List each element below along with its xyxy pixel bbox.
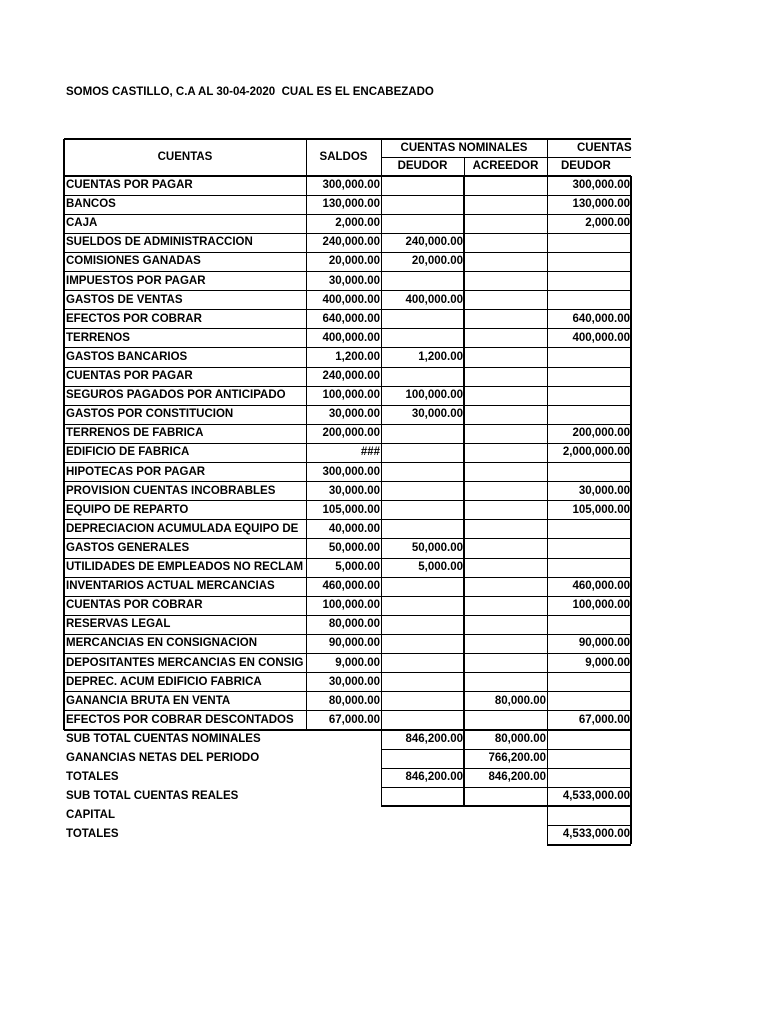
summary-nominal-deudor: 846,200.00: [405, 771, 463, 784]
grid-line: [306, 176, 307, 730]
row-nominal-deudor: 1,200.00: [418, 350, 463, 363]
body-left-border: [63, 176, 65, 730]
row-nominal-deudor: [381, 654, 464, 673]
row-real-deudor: 9,000.00: [585, 656, 630, 669]
row-nominal-acreedor: [464, 424, 547, 443]
row-nominal-deudor: [381, 424, 464, 443]
row-saldo: 67,000.00: [328, 713, 380, 726]
row-cuenta: PROVISION CUENTAS INCOBRABLES: [66, 484, 276, 497]
row-real-deudor: 100,000.00: [572, 599, 630, 612]
row-cuenta: INVENTARIOS ACTUAL MERCANCIAS: [66, 580, 275, 593]
summary-nominal-deudor: [381, 749, 464, 768]
summary-nominal-acreedor: 766,200.00: [488, 752, 546, 764]
row-nominal-acreedor: [464, 520, 547, 539]
row-cuenta: IMPUESTOS POR PAGAR: [66, 274, 206, 287]
row-real-deudor: [547, 291, 631, 310]
row-cuenta: DEPRECIACION ACUMULADA EQUIPO DE: [66, 522, 299, 535]
header-nominales-deudor: DEUDOR: [397, 160, 448, 172]
row-cuenta: TERRENOS: [66, 331, 130, 344]
row-real-deudor: 105,000.00: [572, 503, 630, 516]
row-saldo: 30,000.00: [328, 484, 380, 497]
summary-real-deudor: [547, 749, 631, 768]
row-nominal-deudor: [381, 482, 464, 501]
row-nominal-deudor: 240,000.00: [405, 236, 463, 249]
grid-line: [463, 787, 465, 806]
row-real-deudor: [547, 348, 631, 367]
row-cuenta: BANCOS: [66, 198, 116, 211]
grid-line: [464, 157, 465, 176]
summary-nominal-deudor: [381, 806, 464, 825]
row-nominal-acreedor: [464, 673, 547, 692]
grid-line: [463, 749, 465, 768]
row-real-deudor: [547, 233, 631, 252]
row-saldo: 20,000.00: [328, 255, 380, 268]
row-real-deudor: [547, 692, 631, 711]
row-saldo: 640,000.00: [322, 312, 380, 325]
row-real-deudor: 130,000.00: [572, 198, 630, 211]
row-real-deudor: 640,000.00: [572, 312, 630, 325]
row-cuenta: MERCANCIAS EN CONSIGNACION: [66, 637, 258, 650]
row-cuenta: GASTOS POR CONSTITUCION: [66, 408, 234, 421]
summary-nominal-deudor: [381, 787, 464, 806]
row-cuenta: DEPOSITANTES MERCANCIAS EN CONSIG: [66, 656, 304, 669]
grid-line: [547, 749, 548, 768]
row-real-deudor: [547, 463, 631, 482]
row-saldo: 2,000.00: [335, 217, 380, 230]
row-cuenta: CUENTAS POR PAGAR: [66, 179, 193, 191]
row-saldo: 100,000.00: [322, 599, 380, 612]
header-saldos: SALDOS: [319, 151, 368, 163]
summary-real-deudor: [547, 768, 631, 787]
row-cuenta: CUENTAS POR COBRAR: [66, 599, 203, 612]
row-real-deudor: 200,000.00: [572, 427, 630, 440]
row-nominal-acreedor: [464, 252, 547, 271]
row-nominal-deudor: [381, 692, 464, 711]
row-cuenta: HIPOTECAS POR PAGAR: [66, 465, 206, 478]
summary-label: SUB TOTAL CUENTAS REALES: [66, 790, 239, 803]
row-real-deudor: 90,000.00: [578, 637, 630, 650]
row-saldo: 9,000.00: [335, 656, 380, 669]
grid-line: [547, 730, 548, 749]
row-nominal-acreedor: [464, 329, 547, 348]
row-cuenta: SEGUROS PAGADOS POR ANTICIPADO: [66, 389, 286, 402]
summary-label: SUB TOTAL CUENTAS NOMINALES: [66, 732, 261, 745]
row-nominal-deudor: [381, 272, 464, 291]
grid-line: [630, 749, 632, 768]
row-nominal-acreedor: [464, 654, 547, 673]
row-cuenta: COMISIONES GANADAS: [66, 255, 201, 268]
row-nominal-acreedor: [464, 482, 547, 501]
row-nominal-deudor: [381, 577, 464, 596]
grid-line: [381, 787, 382, 806]
row-nominal-acreedor: [464, 501, 547, 520]
grid-line: [463, 768, 465, 787]
row-saldo: ###: [360, 446, 380, 459]
summary-label: TOTALES: [66, 771, 119, 784]
row-cuenta: GASTOS BANCARIOS: [66, 350, 188, 363]
row-real-deudor: 2,000,000.00: [562, 446, 630, 459]
row-saldo: 240,000.00: [322, 370, 380, 382]
row-nominal-acreedor: 80,000.00: [494, 694, 546, 707]
row-real-deudor: [547, 386, 631, 405]
row-saldo: 460,000.00: [322, 580, 380, 593]
row-real-deudor: [547, 520, 631, 539]
row-cuenta: CUENTAS POR PAGAR: [66, 370, 193, 382]
row-nominal-deudor: [381, 615, 464, 634]
grid-line: [381, 768, 382, 787]
row-nominal-deudor: [381, 367, 464, 386]
row-real-deudor: [547, 252, 631, 271]
summary-label: GANANCIAS NETAS DEL PERIODO: [66, 752, 260, 764]
header-reales-deudor: DEUDOR: [561, 160, 611, 172]
row-nominal-deudor: [381, 443, 464, 462]
row-nominal-acreedor: [464, 176, 547, 195]
row-nominal-deudor: 20,000.00: [411, 255, 463, 268]
row-saldo: 400,000.00: [322, 293, 380, 306]
row-real-deudor: [547, 558, 631, 577]
row-saldo: 50,000.00: [328, 541, 380, 554]
grid-line: [463, 730, 465, 749]
grid-line: [547, 825, 548, 844]
row-real-deudor: [547, 539, 631, 558]
row-nominal-acreedor: [464, 214, 547, 233]
row-cuenta: GANANCIA BRUTA EN VENTA: [66, 694, 231, 707]
row-saldo: 30,000.00: [328, 408, 380, 421]
row-cuenta: GASTOS GENERALES: [66, 541, 190, 554]
row-saldo: 30,000.00: [328, 274, 380, 287]
row-nominal-deudor: [381, 711, 464, 730]
row-nominal-deudor: [381, 310, 464, 329]
row-saldo: 80,000.00: [328, 618, 380, 631]
row-cuenta: EQUIPO DE REPARTO: [66, 503, 189, 516]
row-cuenta: SUELDOS DE ADMINISTRACCION: [66, 236, 253, 249]
grid-line: [381, 176, 382, 730]
body-right-border: [630, 176, 632, 730]
grid-line: [630, 806, 632, 825]
row-nominal-deudor: [381, 214, 464, 233]
row-saldo: 240,000.00: [322, 236, 380, 249]
grid-line: [381, 730, 382, 749]
row-nominal-deudor: [381, 501, 464, 520]
row-nominal-deudor: [381, 463, 464, 482]
row-nominal-deudor: 400,000.00: [405, 293, 463, 306]
row-saldo: 5,000.00: [335, 561, 380, 573]
grid-line: [547, 139, 548, 176]
header-cuentas-nominales: CUENTAS NOMINALES: [400, 142, 528, 154]
row-cuenta: UTILIDADES DE EMPLEADOS NO RECLAM: [66, 561, 304, 573]
summary-nominal-acreedor: 846,200.00: [488, 771, 546, 784]
row-nominal-deudor: [381, 673, 464, 692]
grid-line: [630, 768, 632, 787]
summary-label: TOTALES: [66, 828, 119, 841]
row-real-deudor: 400,000.00: [572, 331, 630, 344]
body-thick-divider: [463, 176, 465, 730]
grid-line: [630, 787, 632, 806]
grid-line: [630, 825, 632, 844]
summary-real-deudor: 4,533,000.00: [562, 828, 630, 841]
row-saldo: 40,000.00: [328, 522, 380, 535]
row-real-deudor: [547, 673, 631, 692]
row-nominal-deudor: [381, 176, 464, 195]
row-cuenta: RESERVAS LEGAL: [66, 618, 171, 631]
row-saldo: 400,000.00: [322, 331, 380, 344]
row-saldo: 300,000.00: [322, 465, 380, 478]
row-nominal-acreedor: [464, 615, 547, 634]
header-mid-border: [381, 157, 631, 158]
row-saldo: 105,000.00: [322, 503, 380, 516]
row-nominal-acreedor: [464, 367, 547, 386]
row-cuenta: GASTOS DE VENTAS: [66, 293, 183, 306]
row-nominal-deudor: [381, 195, 464, 214]
row-real-deudor: 300,000.00: [572, 179, 630, 191]
header-cuentas: CUENTAS: [157, 151, 213, 163]
row-saldo: 100,000.00: [322, 389, 380, 402]
row-cuenta: TERRENOS DE FABRICA: [66, 427, 204, 440]
grid-line: [547, 176, 548, 730]
row-real-deudor: [547, 367, 631, 386]
grid-line: [381, 139, 382, 176]
grid-line: [381, 749, 382, 768]
row-saldo: 300,000.00: [322, 179, 380, 191]
row-nominal-acreedor: [464, 596, 547, 615]
row-saldo: 200,000.00: [322, 427, 380, 440]
row-nominal-acreedor: [464, 558, 547, 577]
row-real-deudor: 67,000.00: [578, 713, 630, 726]
summary-label: CAPITAL: [66, 809, 115, 822]
grid-line: [547, 844, 631, 846]
grid-line: [63, 139, 65, 176]
row-cuenta: DEPREC. ACUM EDIFICIO FABRICA: [66, 675, 262, 688]
row-nominal-deudor: 5,000.00: [418, 561, 463, 573]
summary-nominal-deudor: 846,200.00: [405, 732, 463, 745]
row-real-deudor: [547, 405, 631, 424]
row-nominal-deudor: [381, 329, 464, 348]
row-nominal-acreedor: [464, 405, 547, 424]
summary-nominal-deudor: [381, 825, 464, 844]
row-nominal-acreedor: [464, 443, 547, 462]
row-nominal-deudor: [381, 634, 464, 653]
row-cuenta: EDIFICIO DE FABRICA: [66, 446, 190, 459]
row-nominal-acreedor: [464, 233, 547, 252]
grid-line: [306, 139, 307, 176]
header-nominales-acreedor: ACREEDOR: [472, 160, 539, 172]
row-nominal-acreedor: [464, 310, 547, 329]
row-saldo: 90,000.00: [328, 637, 380, 650]
row-nominal-acreedor: [464, 539, 547, 558]
row-nominal-acreedor: [464, 348, 547, 367]
grid-line: [547, 768, 548, 787]
row-real-deudor: 2,000.00: [585, 217, 630, 230]
row-nominal-acreedor: [464, 577, 547, 596]
summary-nominal-acreedor: [464, 806, 547, 825]
row-real-deudor: 30,000.00: [578, 484, 630, 497]
row-saldo: 1,200.00: [335, 350, 380, 363]
row-nominal-acreedor: [464, 272, 547, 291]
grid-line: [547, 787, 548, 806]
row-saldo: 80,000.00: [328, 694, 380, 707]
row-nominal-acreedor: [464, 463, 547, 482]
row-nominal-deudor: [381, 520, 464, 539]
row-nominal-acreedor: [464, 195, 547, 214]
row-real-deudor: [547, 615, 631, 634]
summary-real-deudor: [547, 806, 631, 825]
row-nominal-deudor: 30,000.00: [411, 408, 463, 421]
row-nominal-acreedor: [464, 711, 547, 730]
page-title: SOMOS CASTILLO, C.A AL 30-04-2020 CUAL ES EL ENCABEZADO: [66, 86, 434, 98]
row-nominal-deudor: 100,000.00: [405, 389, 463, 402]
summary-real-deudor: 4,533,000.00: [562, 790, 630, 803]
summary-nominal-acreedor: [464, 825, 547, 844]
row-nominal-deudor: [381, 596, 464, 615]
row-nominal-acreedor: [464, 634, 547, 653]
row-cuenta: EFECTOS POR COBRAR DESCONTADOS: [66, 713, 294, 726]
header-cuentas-reales: CUENTAS: [577, 142, 632, 154]
row-nominal-deudor: 50,000.00: [411, 541, 463, 554]
summary-real-deudor: [547, 730, 631, 749]
row-nominal-acreedor: [464, 386, 547, 405]
row-real-deudor: 460,000.00: [572, 580, 630, 593]
row-real-deudor: [547, 272, 631, 291]
row-saldo: 30,000.00: [328, 675, 380, 688]
summary-nominal-acreedor: [464, 787, 547, 806]
summary-nominal-acreedor: 80,000.00: [494, 732, 546, 745]
grid-line: [547, 806, 548, 825]
row-saldo: 130,000.00: [322, 198, 380, 211]
row-cuenta: CAJA: [66, 217, 98, 230]
grid-line: [630, 730, 632, 749]
row-nominal-acreedor: [464, 291, 547, 310]
row-cuenta: EFECTOS POR COBRAR: [66, 312, 202, 325]
